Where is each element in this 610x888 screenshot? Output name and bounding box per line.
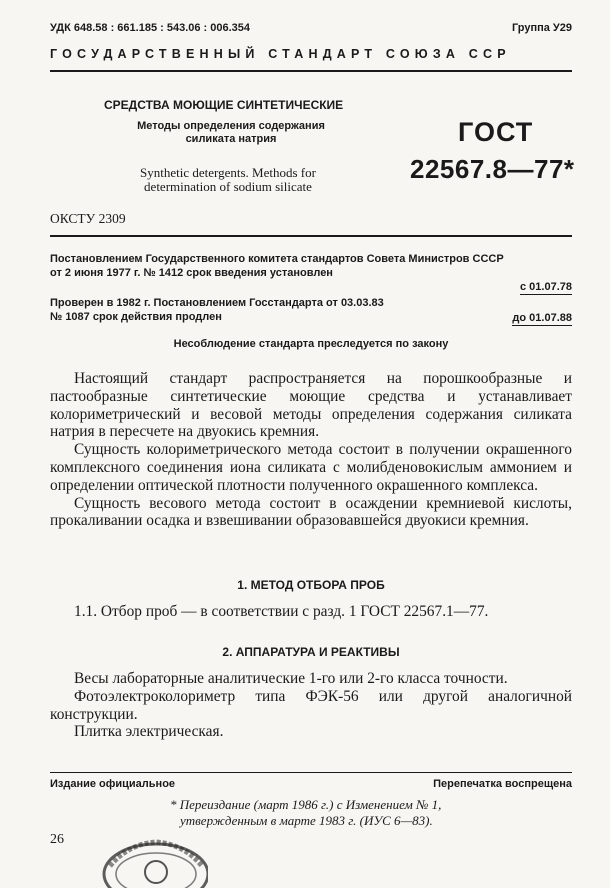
okstu-code: ОКСТУ 2309 xyxy=(50,211,126,226)
gost-label: ГОСТ xyxy=(458,117,534,147)
check-note xyxy=(50,296,480,324)
section2-heading: 2. АППАРАТУРА И РЕАКТИВЫ xyxy=(222,645,400,659)
intro-paragraph-1: Настоящий стандарт распространяется на порошкообразные и пастообразные синтетические моющие средства и устанавливает колориметрический и весовой методы определения содержания силиката натрия в пересчете на двуокись кремния. xyxy=(50,370,572,441)
intro-paragraph-2: Сущность колориметрического метода состоит в получении окрашенного комплексного соединения иона силиката с молибденовокислым аммонием и определении оптической плотности полученного окрашенного комплекса. xyxy=(50,441,572,494)
decree-line1: Постановлением Государственного комитета стандартов Совета Министров СССР xyxy=(50,253,504,265)
subtitle-ru-line1: Методы определения содержания xyxy=(137,120,325,132)
decree-line2: от 2 июня 1977 г. № 1412 срок введения установлен xyxy=(50,267,333,279)
group-code: Группа У29 xyxy=(511,22,572,34)
title-en-line2: determination of sodium silicate xyxy=(144,179,312,194)
library-stamp-icon xyxy=(98,826,208,888)
section1-body xyxy=(50,603,572,621)
title-ru: СРЕДСТВА МОЮЩИЕ СИНТЕТИЧЕСКИЕ xyxy=(104,98,344,112)
section1-paragraph: 1.1. Отбор проб — в соответствии с разд. 1 ГОСТ 22567.1—77. xyxy=(74,603,489,620)
footnote-line1: * Переиздание (март 1986 г.) с Изменением № 1, xyxy=(170,797,442,812)
decree xyxy=(50,252,572,280)
bottom-rule xyxy=(50,772,572,773)
section2-body xyxy=(50,670,572,741)
section2-paragraph-3: Плитка электрическая. xyxy=(74,723,224,741)
section1-heading: 1. МЕТОД ОТБОРА ПРОБ xyxy=(237,578,385,592)
udk-code: УДК 648.58 : 661.185 : 543.06 : 006.354 xyxy=(50,22,251,34)
check-line2: № 1087 срок действия продлен xyxy=(50,311,222,323)
effective-date: с 01.07.78 xyxy=(520,281,572,293)
law-notice: Несоблюдение стандарта преследуется по закону xyxy=(173,338,449,350)
footnote-line2: утвержденным в марте 1983 г. (ИУС 6—83). xyxy=(180,813,433,828)
page-number: 26 xyxy=(50,832,64,847)
intro-section xyxy=(50,370,572,530)
subtitle-ru xyxy=(124,120,338,146)
validity-date: до 01.07.88 xyxy=(512,312,572,324)
section2-paragraph-2: Фотоэлектроколориметр типа ФЭК-56 или другой аналогичной конструкции. xyxy=(50,687,572,723)
footnote xyxy=(170,797,441,829)
title-en xyxy=(122,166,334,194)
reprint-notice: Перепечатка воспрещена xyxy=(433,778,572,790)
check-line1: Проверен в 1982 г. Постановлением Госстандарта от 03.03.83 xyxy=(50,297,384,309)
gost-number: 22567.8—77* xyxy=(410,154,575,184)
middle-rule xyxy=(50,235,572,237)
intro-paragraph-3: Сущность весового метода состоит в осаждении кремниевой кислоты, прокаливании осадка и взвешивании образовавшейся двуокиси кремния. xyxy=(50,494,572,530)
standard-line: ГОСУДАРСТВЕННЫЙ СТАНДАРТ СОЮЗА ССР xyxy=(50,47,511,61)
top-rule xyxy=(50,70,572,72)
title-en-line1: Synthetic detergents. Methods for xyxy=(140,165,316,180)
edition-label: Издание официальное xyxy=(50,778,176,790)
section2-paragraph-1: Весы лабораторные аналитические 1-го или 2-го класса точности. xyxy=(74,670,508,687)
subtitle-ru-line2: силиката натрия xyxy=(185,133,277,145)
